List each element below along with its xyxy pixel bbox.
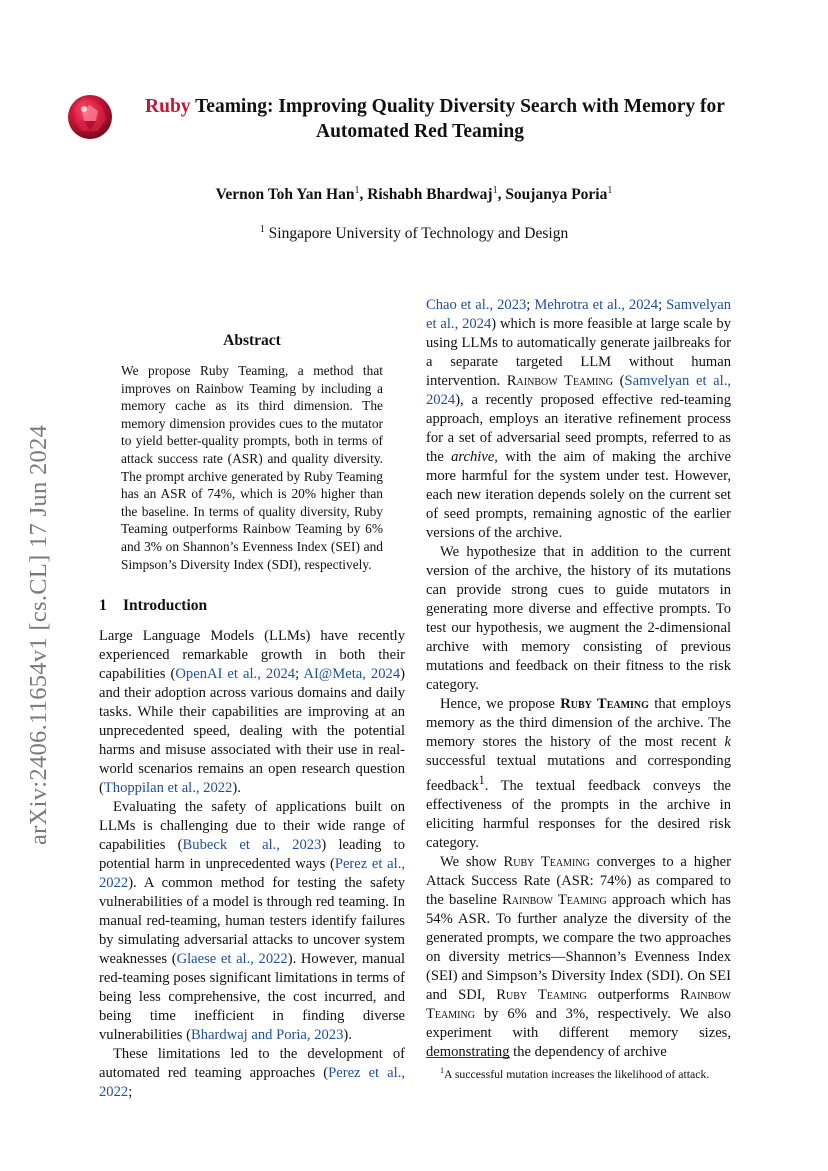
citation-link[interactable]: Perez et al., 2022 bbox=[99, 1065, 405, 1100]
citation-link[interactable]: Perez et al., 2022 bbox=[99, 856, 405, 891]
affiliation-text: Singapore University of Technology and Design bbox=[268, 225, 569, 243]
section-number: 1 bbox=[99, 597, 107, 614]
citation-link[interactable]: OpenAI et al., 2024 bbox=[175, 666, 296, 682]
citation-link[interactable]: Bhardwaj and Poria, 2023 bbox=[191, 1027, 344, 1043]
author-name: Rishabh Bhardwaj bbox=[367, 186, 493, 204]
paragraph: These limitations led to the development of automated red teaming approaches (Perez et al., 2022; bbox=[99, 1046, 405, 1100]
footnote-mark[interactable]: 1 bbox=[478, 773, 485, 787]
arxiv-stamp: arXiv:2406.11654v1 [cs.CL] 17 Jun 2024 bbox=[25, 424, 52, 845]
paragraph: We hypothesize that in addition to the current version of the archive, the history of its mutations can provide strong cues to guide mutators in generating more diverse and effective prompts. To test our hypothesis, we augment the 2-dimensional archive with memory consisting of previous mutations and feedback on their fitness to the risk category. bbox=[426, 544, 731, 693]
footnote bbox=[426, 1063, 731, 1082]
affiliation-mark: 1 bbox=[354, 185, 360, 196]
citation-link[interactable]: Chao et al., 2023 bbox=[426, 297, 527, 313]
citation-link[interactable]: Samvelyan et al., 2024 bbox=[426, 373, 731, 408]
citation-link[interactable]: AI@Meta, 2024 bbox=[303, 666, 401, 682]
author-name: Vernon Toh Yan Han bbox=[215, 186, 355, 204]
left-column-body bbox=[99, 627, 405, 1102]
footnote-mark: 1 bbox=[440, 1066, 444, 1075]
footnote-text: A successful mutation increases the likelihood of attack. bbox=[444, 1066, 710, 1081]
citation-link[interactable]: Thoppilan et al., 2022 bbox=[103, 780, 233, 796]
title-line1: Teaming: Improving Quality Diversity Search with Memory for bbox=[190, 96, 725, 117]
citation-link[interactable]: Samvelyan et al., 2024 bbox=[426, 297, 731, 332]
affiliation-mark: 1 bbox=[607, 185, 613, 196]
affiliation-mark: 1 bbox=[259, 224, 265, 235]
author-list: Vernon Toh Yan Han$^1$, Rishabh Bhardwaj$^1$, Soujanya Poria$^1$ bbox=[215, 185, 613, 204]
citation-link[interactable]: Bubeck et al., 2023 bbox=[182, 837, 322, 853]
author-name: Soujanya Poria bbox=[505, 186, 608, 204]
footnote-divider bbox=[426, 1057, 510, 1058]
paragraph: Hence, we propose Ruby Teaming that employs memory as the third dimension of the archive. The memory stores the history of the most recent k successful textual mutations and corresponding feedback$^1$. The textual feedback conveys the effectiveness of the prompts in the archive in eliciting harmful responses for the desired risk category. bbox=[426, 696, 731, 851]
paragraph: We show Ruby Teaming converges to a higher Attack Success Rate (ASR: 74%) as compared to the baseline Rainbow Teaming approach which has 54% ASR. To further analyze the diversity of the generated prompts, we compare the two approaches on diversity metrics—Shannon’s Evenness Index (SEI) and Simpson’s Diversity Index (SDI). On SEI and SDI, Ruby Teaming outperforms Rainbow Teaming by 6% and 3%, respectively. We also experiment with different memory sizes, demonstrating the dependency of archive bbox=[426, 853, 731, 1060]
citation-link[interactable]: Glaese et al., 2022 bbox=[176, 951, 288, 967]
abstract-text: We propose Ruby Teaming, a method that improves on Rainbow Teaming by including a memory cache as its third dimension. The memory dimension provides cues to the mutator to yield better-quality prompts, both in terms of attack success rate (ASR) and quality diversity. The prompt archive generated by Ruby Teaming has an ASR of 74%, which is 20% higher than the baseline. In terms of quality diversity, Ruby Teaming outperforms Rainbow Teaming by 6% and 3% on Shannon’s Evenness Index (SEI) and Simpson’s Diversity Index (SDI), respectively. bbox=[121, 363, 383, 572]
section-heading bbox=[99, 597, 207, 615]
paragraph: Large Language Models (LLMs) have recently experienced remarkable growth in both their capabilities (OpenAI et al., 2024; AI@Meta, 2024) and their adoption across various domains and daily tasks. While their capabilities are improving at an unprecedented speed, dealing with the potential harms and misuse associated with their use in real-world scenarios remains an open research question (Thoppilan et al., 2022). bbox=[99, 628, 405, 796]
affiliation-mark: 1 bbox=[492, 185, 498, 196]
title-block bbox=[60, 94, 780, 144]
right-column-body bbox=[426, 296, 731, 1062]
title-line2: Automated Red Teaming bbox=[315, 121, 525, 142]
paragraph: Evaluating the safety of applications built on LLMs is challenging due to their wide range of capabilities (Bubeck et al., 2023) leading to potential harm in unprecedented ways (Perez et al., 2022). A common method for testing the safety vulnerabilities of a model is through red teaming. In manual red-teaming, human testers identify failures by simulating adversarial attacks to uncover system weaknesses (Glaese et al., 2022). However, manual red-teaming poses significant limitations in terms of being less comprehensive, the cost incurred, and being time inefficient in finding diverse vulnerabilities (Bhardwaj and Poria, 2023). bbox=[99, 799, 406, 1043]
section-title: Introduction bbox=[123, 597, 208, 614]
citation-link[interactable]: Mehrotra et al., 2024 bbox=[534, 297, 659, 313]
title-ruby-word: Ruby bbox=[145, 96, 191, 117]
abstract-heading: Abstract bbox=[223, 332, 281, 349]
paper-title bbox=[60, 94, 780, 144]
affiliation bbox=[0, 224, 828, 243]
paragraph: Chao et al., 2023; Mehrotra et al., 2024; Samvelyan et al., 2024) which is more feasible at large scale by using LLMs to automatically generate jailbreaks for a separate targeted LLM without human intervention. Rainbow Teaming (Samvelyan et al., 2024), a recently proposed effective red-teaming approach, employs an iterative refinement process for a set of adversarial seed prompts, referred to as the archive, with the aim of making the archive more harmful for the system under test. However, each new iteration depends solely on the current set of seed prompts, remaining agnostic of the earlier versions of the archive. bbox=[426, 297, 731, 541]
